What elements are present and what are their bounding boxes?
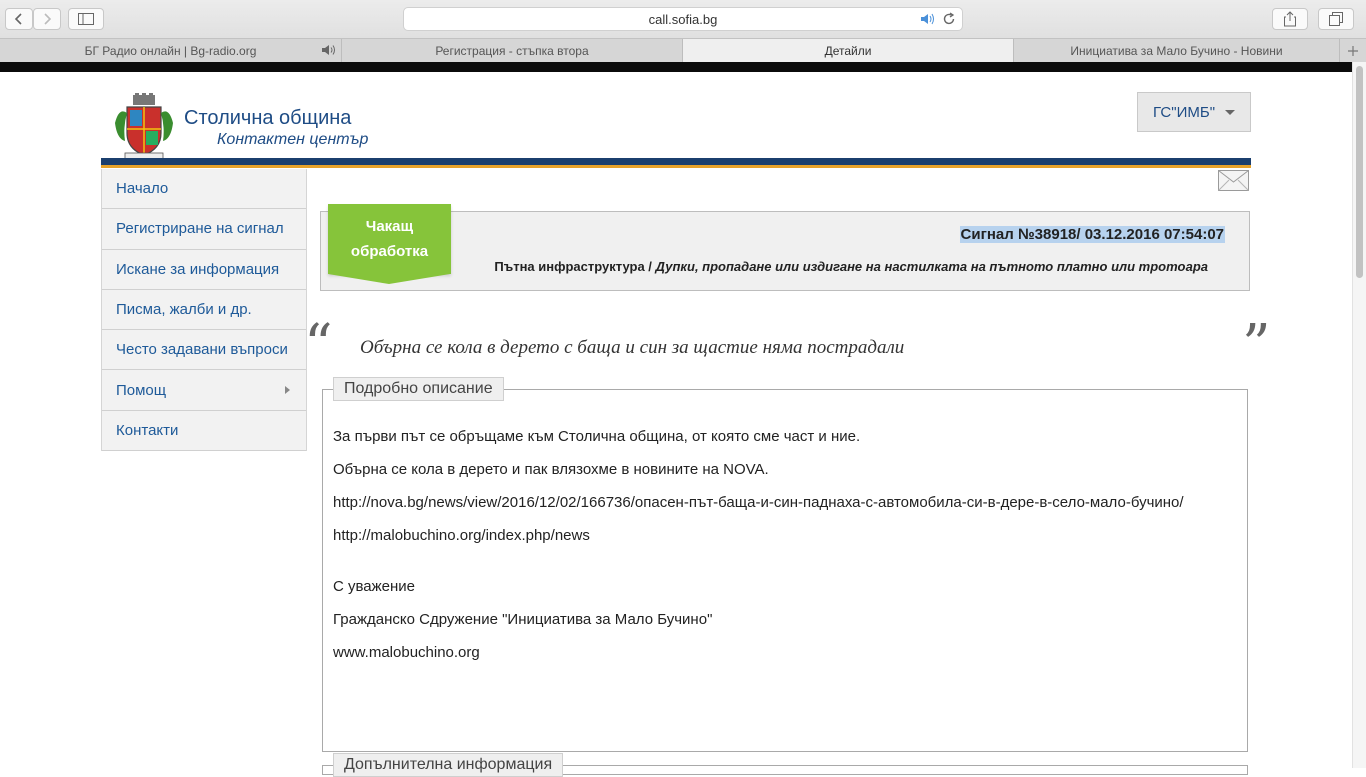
sidebar-toggle-button[interactable] xyxy=(68,8,104,30)
scrollbar-thumb[interactable] xyxy=(1356,66,1363,278)
site-name[interactable]: Столична община xyxy=(184,107,352,129)
sidebar-item-label: Помощ xyxy=(116,381,167,399)
sidebar-item-label: Регистриране на сигнал xyxy=(116,220,284,238)
sidebar-icon xyxy=(78,13,94,25)
sidebar-item-label: Начало xyxy=(116,180,169,198)
sidebar-item-label: Писма, жалби и др. xyxy=(116,301,252,319)
sidebar-item-label: Искане за информация xyxy=(116,260,280,278)
category-separator: / xyxy=(644,259,656,274)
address-bar[interactable] xyxy=(403,7,963,31)
description-legend: Подробно описание xyxy=(333,377,504,401)
description-link: http://malobuchino.org/index.php/news xyxy=(333,527,590,544)
header-stripe-blue xyxy=(101,158,1251,165)
caret-down-icon xyxy=(1225,110,1235,115)
sidebar-item-label: Често задавани въпроси xyxy=(116,341,288,359)
browser-toolbar xyxy=(0,0,1366,38)
description-paragraph: Гражданско Сдружение "Инициатива за Мало Бучино" xyxy=(333,611,713,628)
tab-registration[interactable] xyxy=(342,39,683,62)
signal-header-box xyxy=(320,211,1250,291)
new-tab-button[interactable] xyxy=(1340,39,1366,62)
chevron-right-icon xyxy=(42,13,52,25)
back-button[interactable] xyxy=(5,8,33,30)
tab-initiative-news[interactable] xyxy=(1014,39,1340,62)
reload-icon[interactable] xyxy=(942,12,956,26)
subcategory-name: Дупки, пропадане или издигане на настилката на пътното платно или тротоара xyxy=(655,259,1208,274)
user-name: ГС"ИМБ" xyxy=(1152,103,1216,121)
sidebar-item-register-signal[interactable] xyxy=(102,209,306,249)
mail-icon[interactable] xyxy=(1218,170,1249,191)
status-badge xyxy=(328,204,451,274)
tabs-overview-button[interactable] xyxy=(1318,8,1354,30)
tab-bar xyxy=(0,38,1366,62)
status-line1: Чакащ xyxy=(365,218,414,235)
tab-label: БГ Радио онлайн | Bg-radio.org xyxy=(84,43,257,58)
sidebar-item-faq[interactable] xyxy=(102,330,306,370)
sidebar-item-contacts[interactable] xyxy=(102,411,306,451)
signal-subject: Обърна се кола в дерето с баща и син за щастие няма пострадали xyxy=(360,337,905,358)
status-line2: обработка xyxy=(350,243,429,260)
description-link: http://nova.bg/news/view/2016/12/02/166736/опасен-път-баща-и-син-паднаха-с-автомобила-си-в-дере-в-село-мало-бучино/ xyxy=(333,494,1184,511)
status-badge-tip xyxy=(328,274,450,284)
tab-details[interactable] xyxy=(683,39,1014,62)
url-text: call.sofia.bg xyxy=(648,11,718,27)
sidebar-item-info-request[interactable] xyxy=(102,250,306,290)
tab-label: Инициатива за Мало Бучино - Новини xyxy=(1070,43,1283,58)
description-body xyxy=(333,428,1233,677)
description-paragraph: С уважение xyxy=(333,578,416,595)
description-paragraph: Обърна се кола в дерето и пак влязохме в новините на NOVA. xyxy=(333,461,769,478)
tabs-icon xyxy=(1329,12,1343,26)
signal-category xyxy=(494,259,1208,274)
share-icon xyxy=(1283,11,1297,27)
audio-playing-icon[interactable] xyxy=(321,44,337,56)
header-stripe-orange xyxy=(101,165,1251,168)
page-top-bar xyxy=(0,62,1352,72)
tab-label: Регистрация - стъпка втора xyxy=(435,43,589,58)
quote-close-icon: ” xyxy=(1242,313,1271,378)
forward-button[interactable] xyxy=(33,8,61,30)
sidebar-item-letters[interactable] xyxy=(102,290,306,330)
user-menu-button[interactable] xyxy=(1137,92,1251,132)
share-button[interactable] xyxy=(1272,8,1308,30)
additional-info-legend: Допълнителна информация xyxy=(333,753,563,777)
description-paragraph: www.malobuchino.org xyxy=(333,644,480,661)
speaker-icon[interactable] xyxy=(920,12,936,26)
sidebar-item-help[interactable] xyxy=(102,370,306,410)
description-paragraph: За първи път се обръщаме към Столична община, от която сме част и ние. xyxy=(333,428,861,445)
chevron-left-icon xyxy=(14,13,24,25)
site-subtitle: Контактен център xyxy=(217,131,369,148)
plus-icon xyxy=(1347,45,1359,57)
sofia-crest-logo[interactable] xyxy=(113,93,175,163)
category-name: Пътна инфраструктура xyxy=(494,259,645,274)
tab-label: Детайли xyxy=(824,43,872,58)
quote-open-icon: “ xyxy=(304,313,333,378)
sidebar-nav xyxy=(101,169,307,451)
sidebar-item-label: Контакти xyxy=(116,421,179,439)
tab-bg-radio[interactable] xyxy=(0,39,342,62)
signal-title: Сигнал №38918/ 03.12.2016 07:54:07 xyxy=(960,226,1224,243)
submenu-arrow-icon xyxy=(285,386,290,394)
sidebar-item-home[interactable] xyxy=(102,169,306,209)
